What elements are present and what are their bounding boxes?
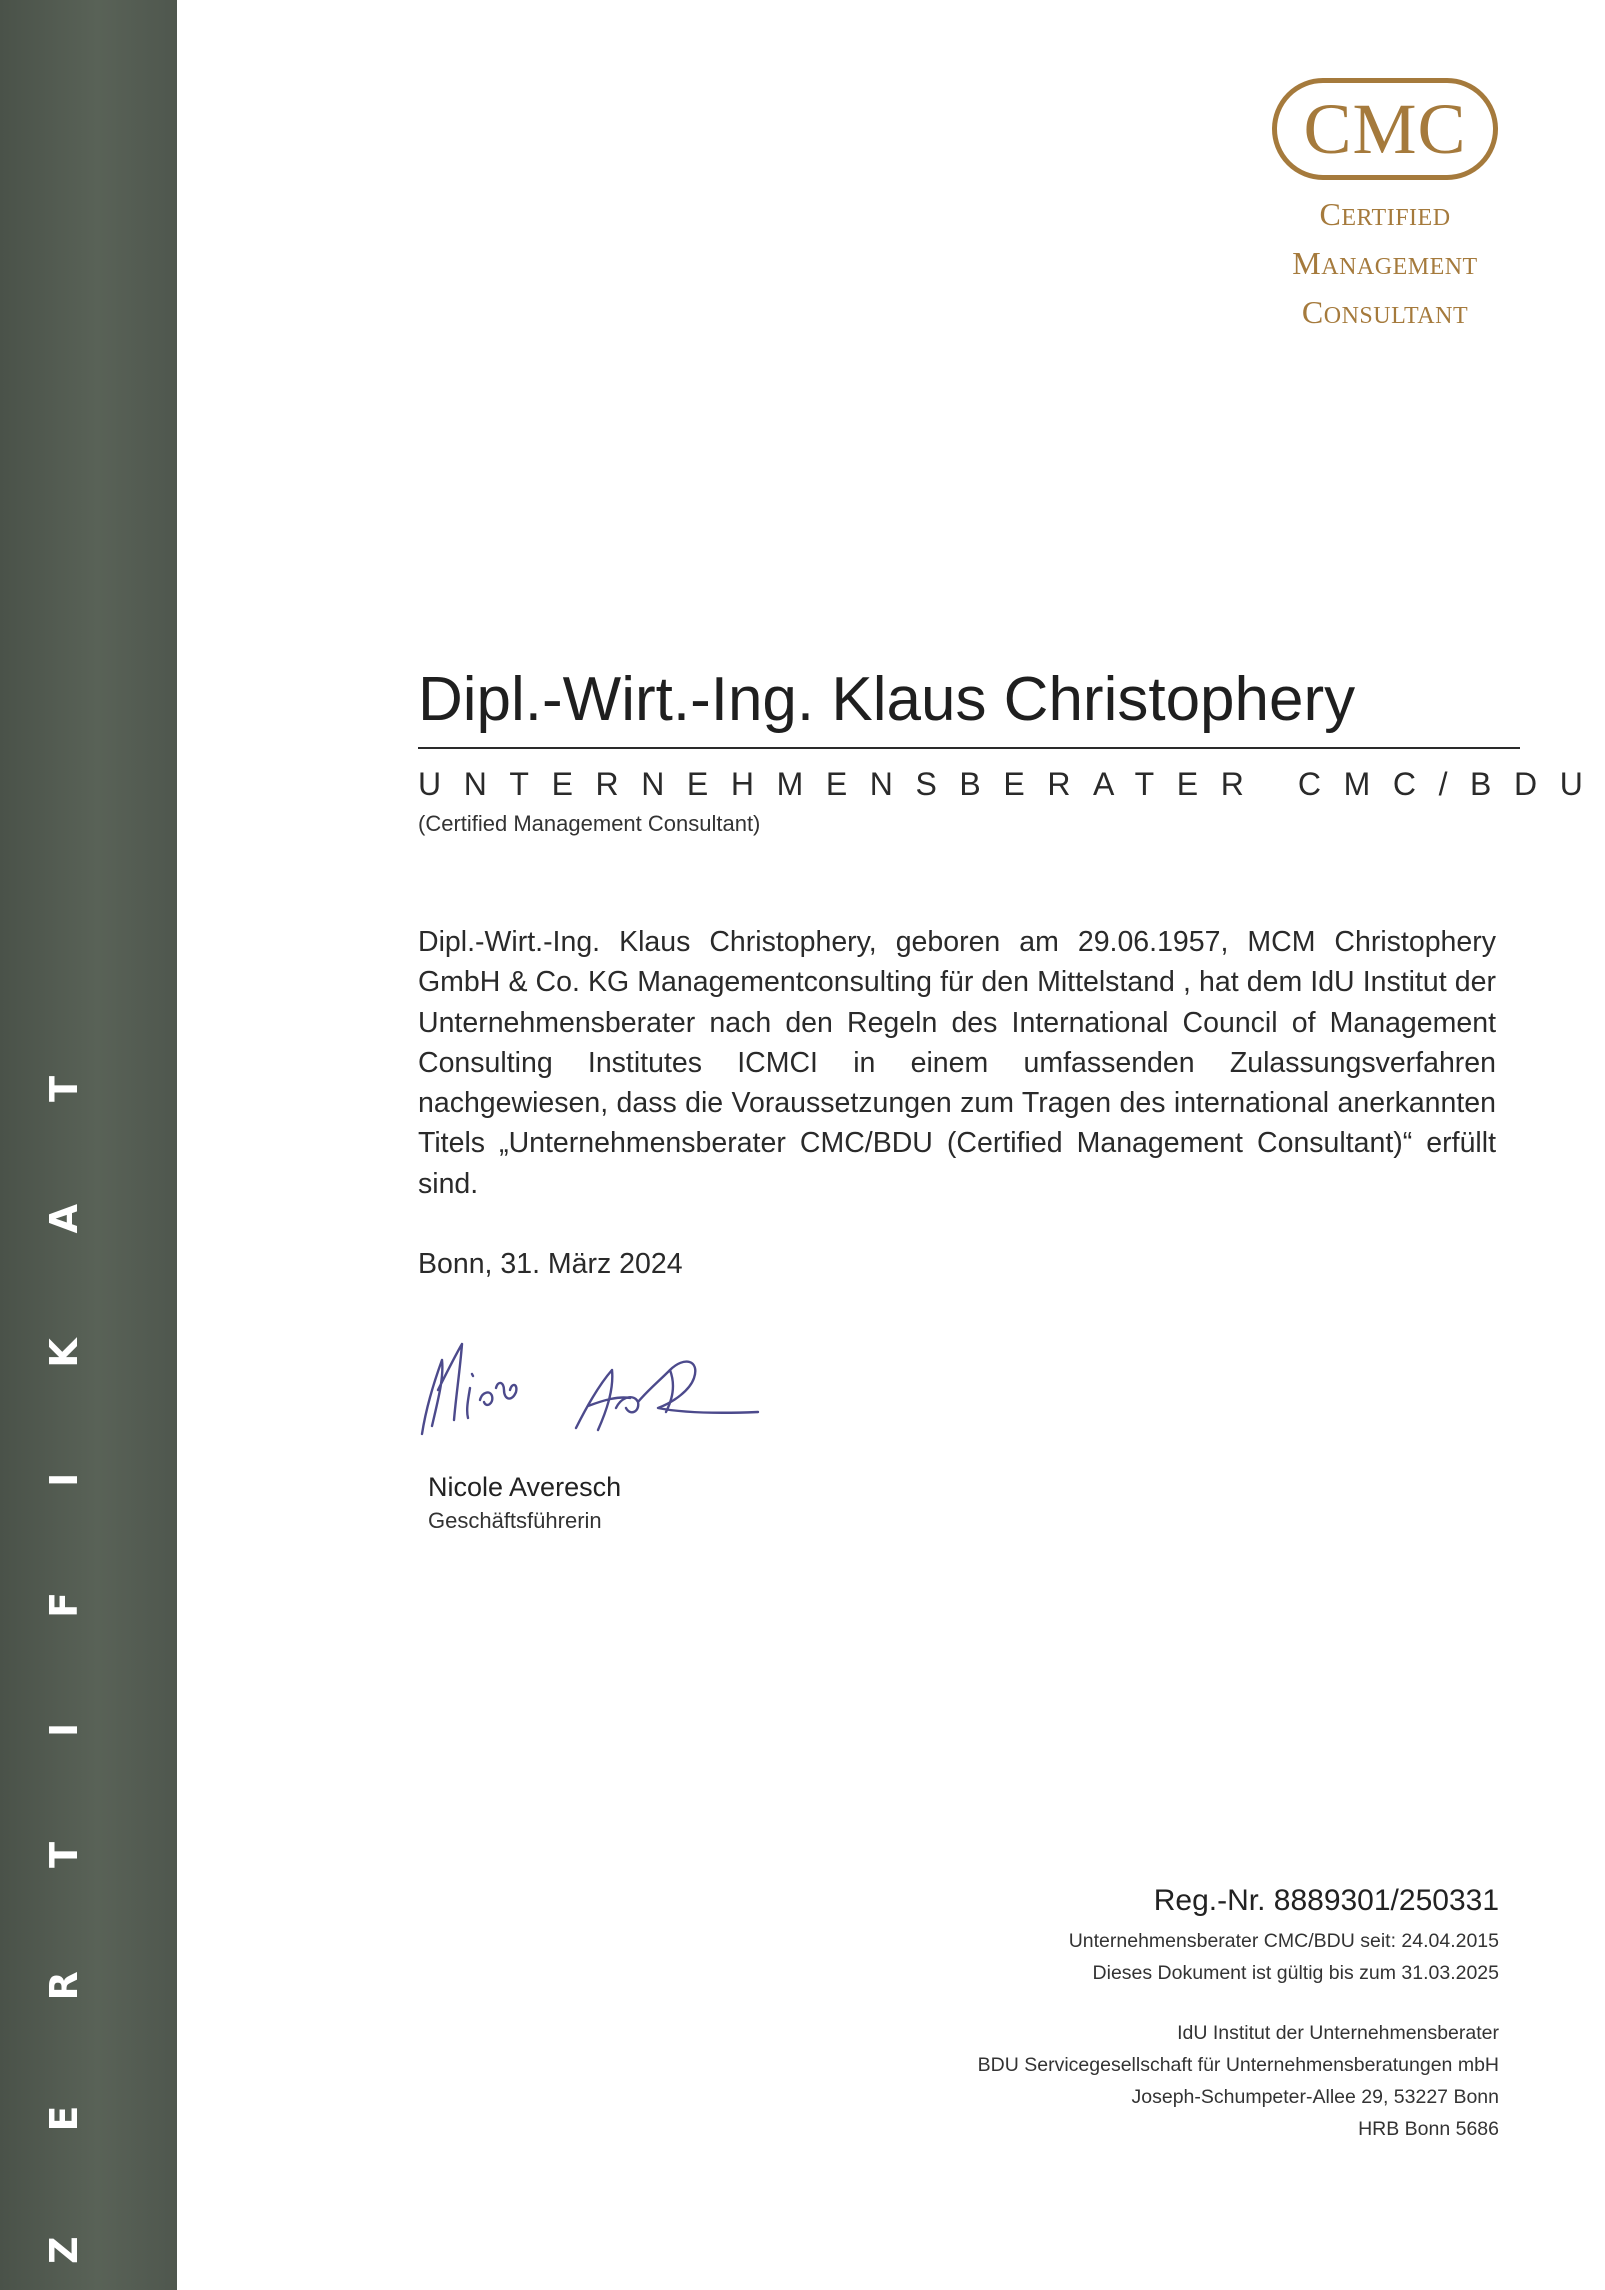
valid-until: Dieses Dokument ist gültig bis zum 31.03.2025 <box>1092 1962 1499 1984</box>
logo-line-3: CONSULTANT <box>1301 294 1469 330</box>
sidebar-band <box>0 0 177 2290</box>
signer-role: Geschäftsführerin <box>428 1508 602 1533</box>
member-since: Unternehmensberater CMC/BDU seit: 24.04.2015 <box>1068 1930 1499 1952</box>
registration-number: Reg.-Nr. 8889301/250331 <box>1153 1884 1499 1917</box>
logo-oval <box>1272 78 1498 180</box>
signer-name: Nicole Averesch <box>428 1472 622 1502</box>
issuer-line-1: IdU Institut der Unternehmensberater <box>1177 2022 1499 2044</box>
certificate-body: Dipl.-Wirt.-Ing. Klaus Christophery, geboren am 29.06.1957, MCM Christophery GmbH & Co. KG Managementconsulting für den Mittelstand , hat dem IdU Institut der Unternehmensberater nach den Regeln des International Council of Management Consulting Institutes ICMCI in einem umfassenden Zulassungsverfahren nachgewiesen, dass die Voraussetzungen zum Tragen des international anerkannten Titels „Unternehmensberater CMC/BDU (Certified Management Consultant)“ erfüllt sind. <box>418 926 1496 1200</box>
logo-line-2: MANAGEMENT <box>1292 245 1478 281</box>
certificate-subtitle: (Certified Management Consultant) <box>418 811 761 836</box>
place-date: Bonn, 31. März 2024 <box>418 1248 683 1280</box>
cmc-logo <box>1270 78 1500 339</box>
handwritten-signature <box>408 1330 768 1450</box>
issuer-line-2: BDU Servicegesellschaft für Unternehmensberatungen mbH <box>977 2054 1499 2076</box>
logo-mark: CMC <box>1303 89 1467 169</box>
holder-name: Dipl.-Wirt.-Ing. Klaus Christophery <box>418 665 1356 734</box>
certificate-title: UNTERNEHMENSBERATER CMC/BDU <box>418 766 1605 802</box>
logo-caption <box>1270 192 1500 339</box>
issuer-line-4: HRB Bonn 5686 <box>1358 2118 1499 2140</box>
name-underline <box>418 747 1520 749</box>
sidebar-label: ZERTIFIKAT <box>42 970 86 2264</box>
issuer-line-3: Joseph-Schumpeter-Allee 29, 53227 Bonn <box>1131 2086 1499 2108</box>
logo-line-1: CERTIFIED <box>1319 196 1451 232</box>
